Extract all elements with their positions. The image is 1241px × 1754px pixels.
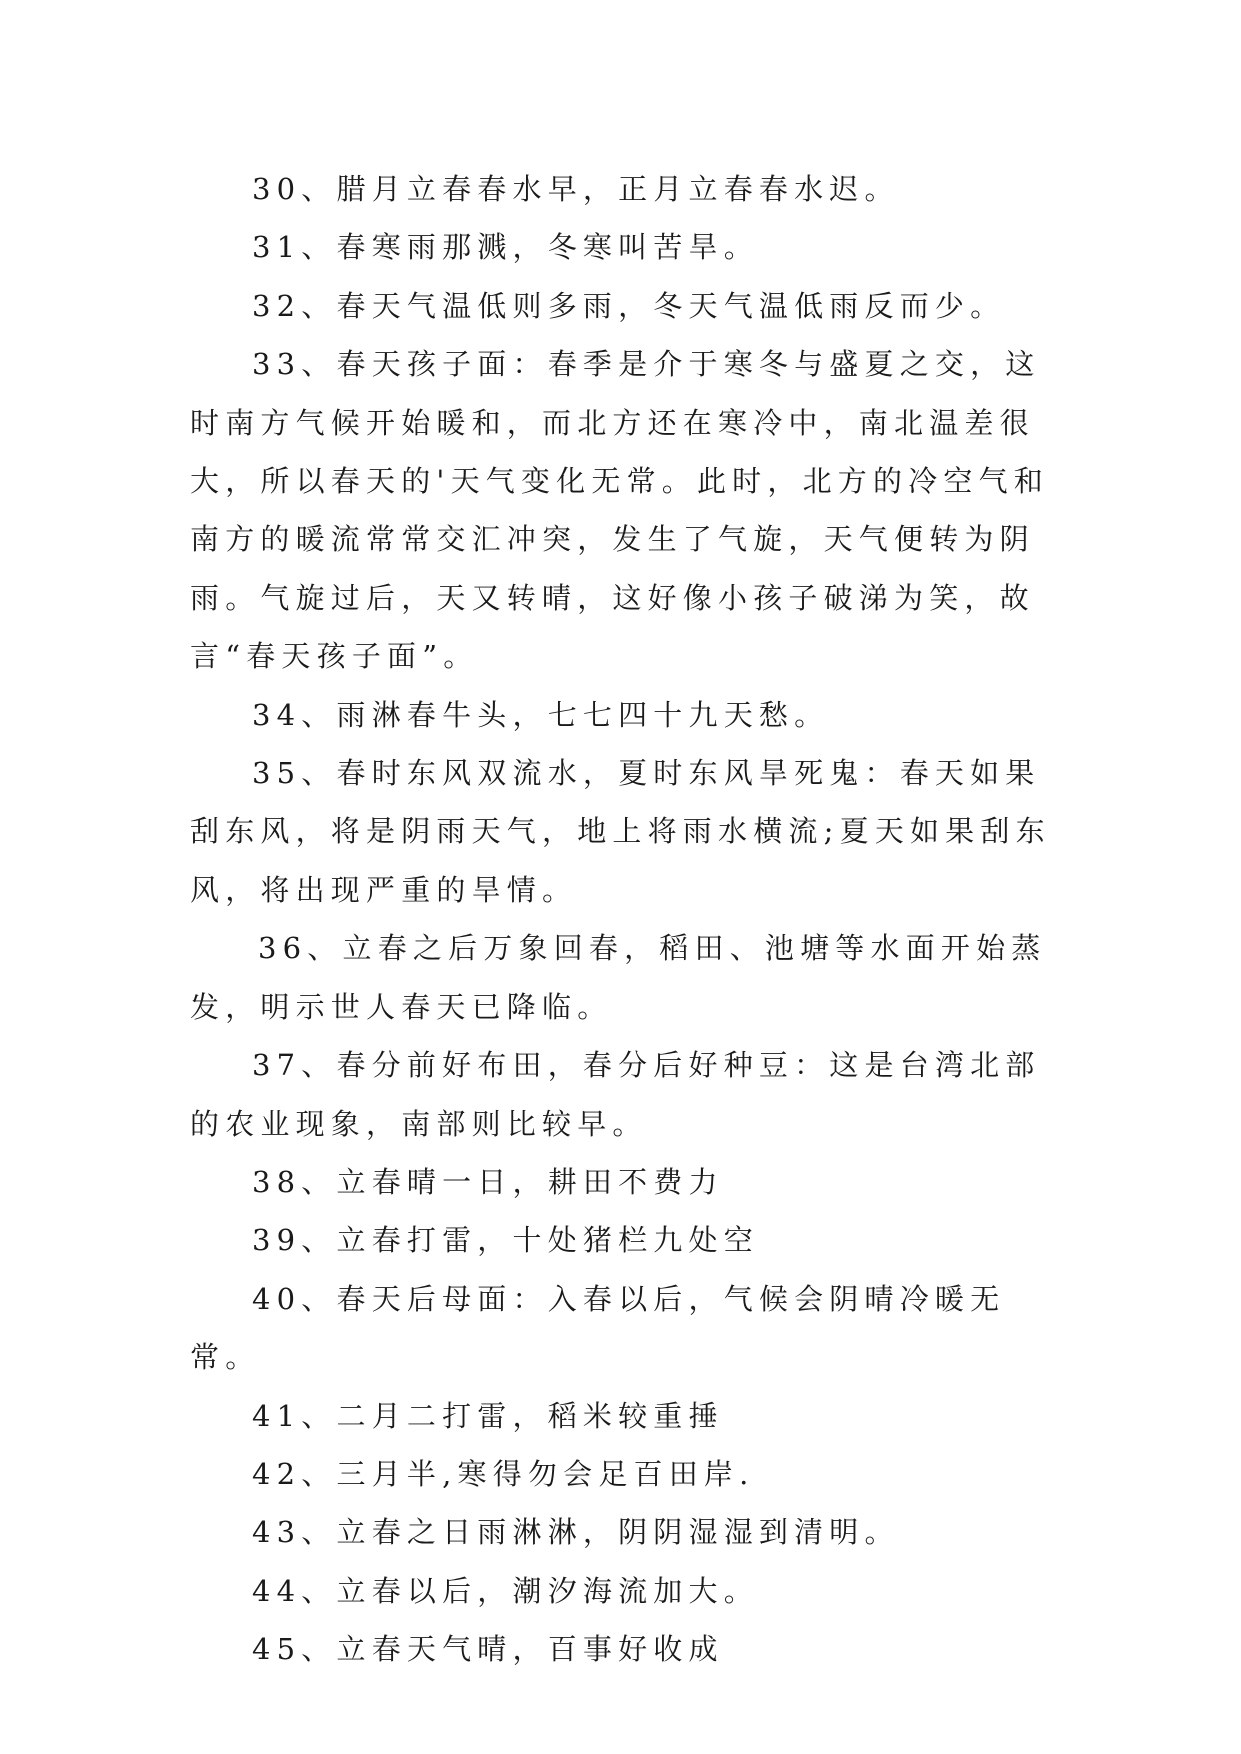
paragraph-32: 32、春天气温低则多雨，冬天气温低雨反而少。 <box>252 288 1006 323</box>
paragraph-33: 33、春天孩子面：春季是介于寒冬与盛夏之交，这时南方气候开始暖和，而北方还在寒冷中，南北温差很大，所以春天的'天气变化无常。此时，北方的冷空气和南方的暖流常常交汇冲突，发生了气旋，天气便转为阴雨。气旋过后，天又转晴，这好像小孩子破涕为笑，故言“春天孩子面”。 <box>190 347 1049 674</box>
document-body <box>190 160 1060 1679</box>
paragraph-41: 41、二月二打雷，稻米较重捶 <box>252 1398 724 1433</box>
paragraph-44: 44、立春以后，潮汐海流加大。 <box>252 1573 759 1608</box>
paragraph-38: 38、立春晴一日，耕田不费力 <box>252 1164 724 1199</box>
paragraph-34: 34、雨淋春牛头，七七四十九天愁。 <box>252 697 830 732</box>
paragraph-40: 40、春天后母面：入春以后，气候会阴晴冷暖无常。 <box>190 1281 1006 1375</box>
paragraph-36: 36、立春之后万象回春，稻田、池塘等水面开始蒸发，明示世人春天已降临。 <box>190 931 1047 1024</box>
paragraph-35: 35、春时东风双流水，夏时东风旱死鬼：春天如果刮东风，将是阴雨天气，地上将雨水横流;夏天如果刮东风，将出现严重的旱情。 <box>190 756 1051 907</box>
paragraph-31: 31、春寒雨那溅，冬寒叫苦旱。 <box>252 230 759 265</box>
paragraph-43: 43、立春之日雨淋淋，阴阴湿湿到清明。 <box>252 1515 900 1550</box>
paragraph-39: 39、立春打雷，十处猪栏九处空 <box>252 1223 759 1258</box>
paragraph-37: 37、春分前好布田，春分后好种豆：这是台湾北部的农业现象，南部则比较早。 <box>190 1048 1041 1141</box>
paragraph-42: 42、三月半,寒得勿会足百田岸. <box>252 1456 755 1491</box>
paragraph-45: 45、立春天气晴，百事好收成 <box>252 1632 724 1667</box>
paragraph-30: 30、腊月立春春水早，正月立春春水迟。 <box>252 172 900 206</box>
